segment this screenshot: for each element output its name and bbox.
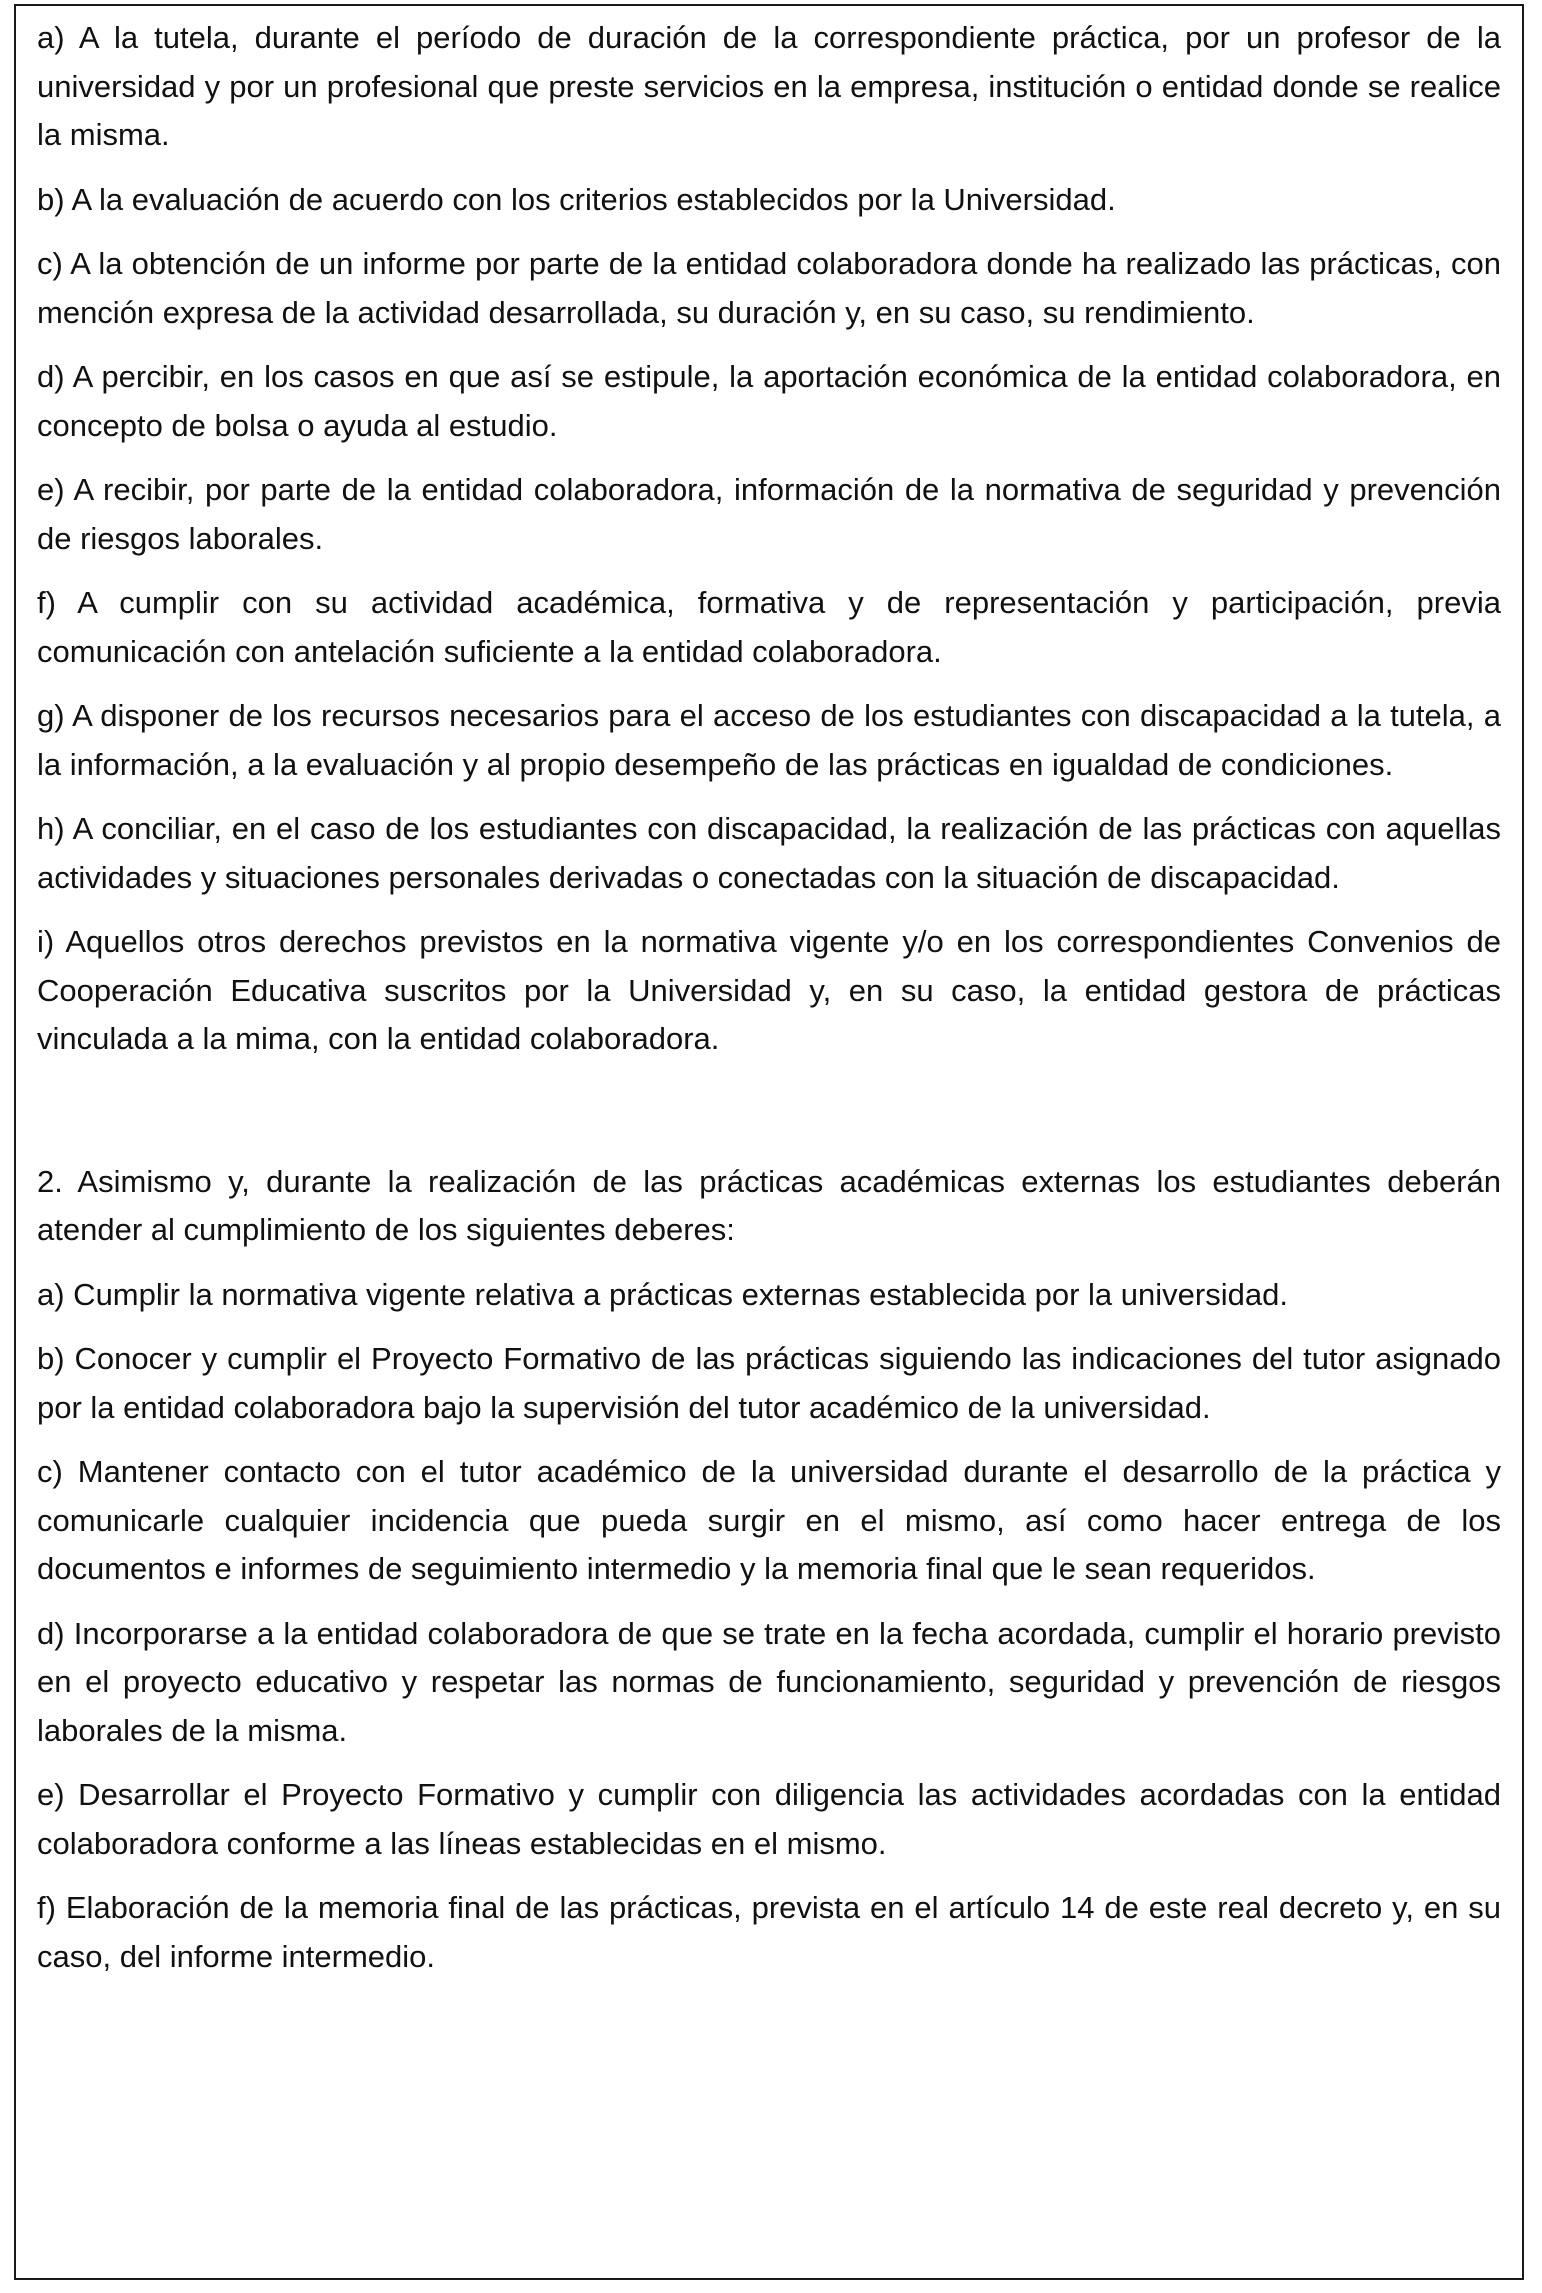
document-frame bbox=[14, 4, 1524, 2280]
rights-item-f: f) A cumplir con su actividad académica, formativa y de representación y participación, previa comunicación con antelación suficiente a la entidad colaboradora. bbox=[37, 585, 1501, 669]
rights-item-h: h) A conciliar, en el caso de los estudiantes con discapacidad, la realización de las prácticas con aquellas actividades y situaciones personales derivadas o conectadas con la situación de discapacidad. bbox=[37, 811, 1501, 895]
duties-intro: 2. Asimismo y, durante la realización de las prácticas académicas externas los estudiantes deberán atender al cumplimiento de los siguientes deberes: bbox=[37, 1163, 1501, 1247]
rights-item-g: g) A disponer de los recursos necesarios para el acceso de los estudiantes con discapacidad a la tutela, a la información, a la evaluación y al propio desempeño de las prácticas en igualdad de condiciones. bbox=[37, 698, 1501, 782]
duties-item-a: a) Cumplir la normativa vigente relativa a prácticas externas establecida por la universidad. bbox=[37, 1276, 1288, 1312]
rights-item-d: d) A percibir, en los casos en que así se estipule, la aportación económica de la entidad colaboradora, en concepto de bolsa o ayuda al estudio. bbox=[37, 359, 1501, 443]
rights-item-c: c) A la obtención de un informe por parte de la entidad colaboradora donde ha realizado las prácticas, con mención expresa de la actividad desarrollada, su duración y, en su caso, su rendimiento. bbox=[37, 246, 1501, 330]
duties-item-f: f) Elaboración de la memoria final de las prácticas, prevista en el artículo 14 de este real decreto y, en su caso, del informe intermedio. bbox=[37, 1890, 1501, 1974]
section-spacer bbox=[37, 1080, 1501, 1158]
rights-item-a: a) A la tutela, durante el período de duración de la correspondiente práctica, por un profesor de la universidad y por un profesional que preste servicios en la empresa, institución o entidad donde se realice la misma. bbox=[37, 20, 1501, 152]
duties-item-e: e) Desarrollar el Proyecto Formativo y cumplir con diligencia las actividades acordadas con la entidad colaboradora conforme a las líneas establecidas en el mismo. bbox=[37, 1777, 1501, 1861]
rights-item-e: e) A recibir, por parte de la entidad colaboradora, información de la normativa de seguridad y prevención de riesgos laborales. bbox=[37, 472, 1501, 556]
duties-item-d: d) Incorporarse a la entidad colaboradora de que se trate en la fecha acordada, cumplir el horario previsto en el proyecto educativo y respetar las normas de funcionamiento, seguridad y prevención de riesgos laborales de la misma. bbox=[37, 1615, 1501, 1748]
duties-item-c: c) Mantener contacto con el tutor académico de la universidad durante el desarrollo de la práctica y comunicarle cualquier incidencia que pueda surgir en el mismo, así como hacer entrega de los documentos e informes de seguimiento intermedio y la memoria final que le sean requeridos. bbox=[37, 1454, 1501, 1586]
rights-item-i: i) Aquellos otros derechos previstos en la normativa vigente y/o en los correspondientes Convenios de Cooperación Educativa suscritos por la Universidad y, en su caso, la entidad gestora de prácticas vinculada a la mima, con la entidad colaboradora. bbox=[37, 924, 1501, 1056]
duties-item-b: b) Conocer y cumplir el Proyecto Formativo de las prácticas siguiendo las indicaciones del tutor asignado por la entidad colaboradora bajo la supervisión del tutor académico de la universidad. bbox=[37, 1341, 1501, 1425]
rights-item-b: b) A la evaluación de acuerdo con los criterios establecidos por la Universidad. bbox=[37, 181, 1116, 217]
